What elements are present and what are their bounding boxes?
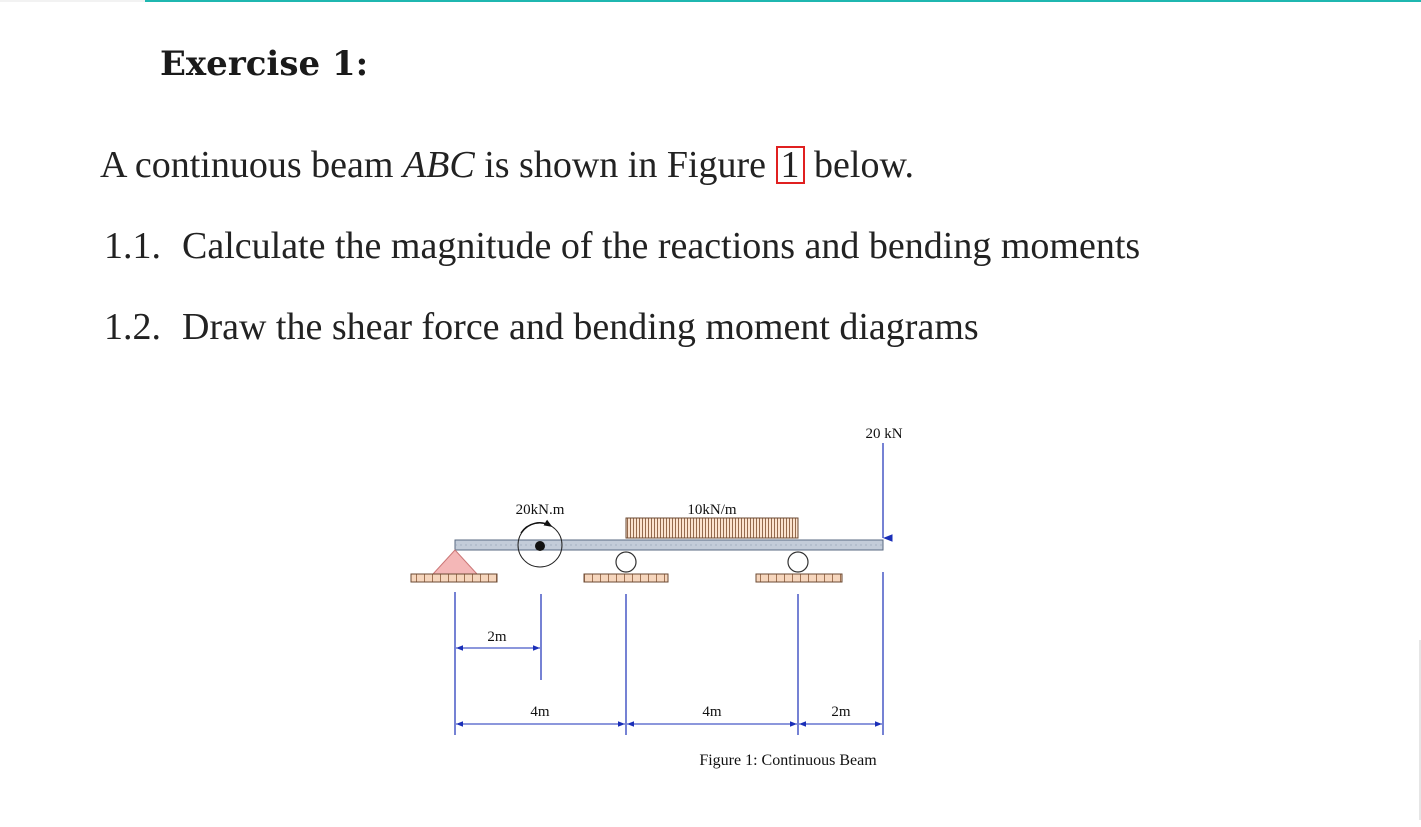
task-number: 1.2.	[104, 306, 161, 348]
extension-lines	[455, 572, 883, 735]
roller-support-b	[616, 552, 636, 572]
task-text: Draw the shear force and bending moment diagrams	[182, 306, 979, 348]
dimension-span-bc-label: 4m	[702, 704, 722, 720]
ground-a	[411, 574, 497, 582]
task-number: 1.1.	[104, 225, 161, 267]
figure-reference-link[interactable]: 1	[776, 146, 805, 184]
udl-load	[626, 518, 798, 538]
exercise-heading: Exercise 1:	[160, 44, 369, 84]
ground-b	[584, 574, 668, 582]
figure-caption: Figure 1: Continuous Beam	[699, 752, 877, 769]
beam-name: ABC	[402, 144, 475, 186]
dimension-moment-offset-label: 2m	[487, 629, 507, 645]
ground-c	[756, 574, 842, 582]
udl-label: 10kN/m	[687, 502, 737, 518]
intro-text-middle: is shown in Figure	[474, 144, 776, 186]
task-text: Calculate the magnitude of the reactions and bending moments	[182, 225, 1141, 267]
dimension-overhang-label: 2m	[831, 704, 851, 720]
intro-text-after: below.	[804, 144, 914, 186]
intro-text-before: A continuous beam	[100, 144, 403, 186]
dimension-span-ab-label: 4m	[530, 704, 550, 720]
roller-support-c	[788, 552, 808, 572]
point-load-label: 20 kN	[865, 426, 903, 442]
pin-support-a	[433, 550, 477, 574]
beam	[455, 540, 883, 550]
moment-label: 20kN.m	[515, 502, 565, 518]
